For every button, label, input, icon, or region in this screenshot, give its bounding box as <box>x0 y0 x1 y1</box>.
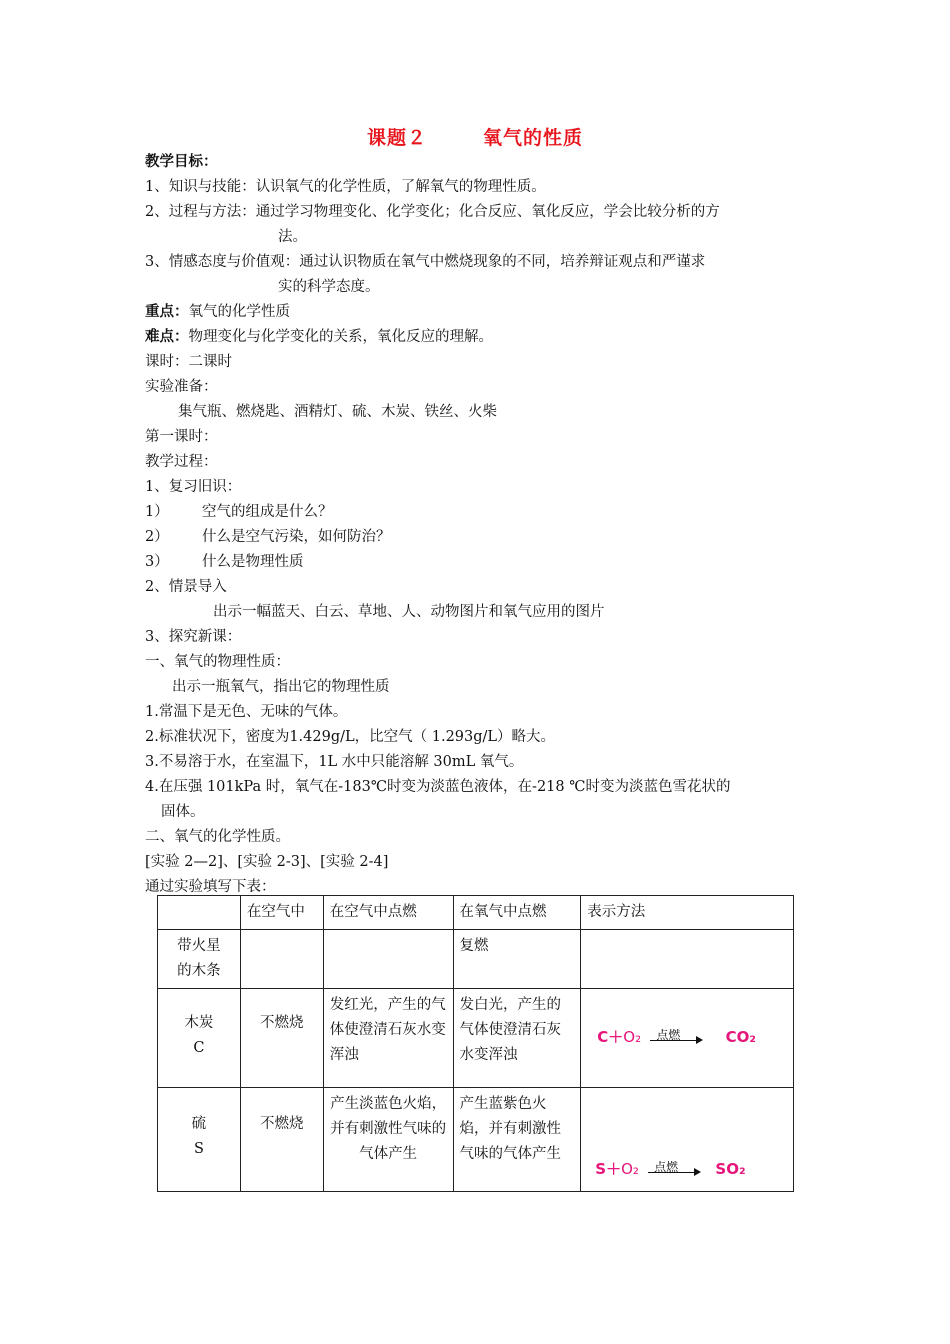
question-3-num: 3） <box>145 554 169 570</box>
table-row <box>158 989 794 1088</box>
experiments-ref: [实验 2—2]、[实验 2-3]、[实验 2-4] <box>145 854 389 870</box>
experiment-table <box>157 895 794 1192</box>
equation-product: CO₂ <box>725 1028 756 1047</box>
table-cell: 复燃 <box>453 930 581 989</box>
lesson-one: 第一课时： <box>145 429 218 445</box>
page-title <box>0 123 950 150</box>
table-header: 在空气中点燃 <box>323 896 453 930</box>
table-header-row <box>158 896 794 930</box>
objective-3: 3、情感态度与价值观：通过认识物质在氧气中燃烧现象的不同，培养辩证观点和严谨求 <box>145 254 706 270</box>
difficult-point-label: 难点： <box>145 328 189 345</box>
fill-table-instruction: 通过实验填写下表： <box>145 879 276 895</box>
intro-text: 出示一幅蓝天、白云、草地、人、动物图片和氧气应用的图片 <box>213 604 605 620</box>
physical-heading: 一、氧气的物理性质： <box>145 654 290 670</box>
reaction-arrow-icon <box>646 1025 706 1051</box>
row-label-line: 硫 <box>191 1116 207 1132</box>
table-row <box>158 930 794 989</box>
table-header: 在氧气中点燃 <box>453 896 581 930</box>
objective-3-cont: 实的科学态度。 <box>278 279 380 295</box>
property-3: 3.不易溶于水，在室温下，1L 水中只能溶解 30mL 氧气。 <box>145 754 524 770</box>
table-cell: 不燃烧 <box>240 1088 323 1192</box>
title-lesson: 课题２ <box>366 127 427 149</box>
table-row <box>158 1088 794 1192</box>
objective-1: 1、知识与技能：认识氧气的化学性质，了解氧气的物理性质。 <box>145 179 546 195</box>
table-header: 在空气中 <box>240 896 323 930</box>
table-cell: 产生淡蓝色火焰，并有刺激性气味的气体产生 <box>323 1088 453 1192</box>
equation-cell <box>581 1088 794 1192</box>
title-topic: 氧气的性质 <box>483 127 584 149</box>
equation-oxygen: O₂ <box>623 1028 642 1047</box>
intro-heading: 2、情景导入 <box>145 579 227 595</box>
table-header: 表示方法 <box>581 896 794 930</box>
experiment-prep: 实验准备： <box>145 379 218 395</box>
chemical-heading: 二、氧气的化学性质。 <box>145 829 290 845</box>
row-label <box>158 930 241 989</box>
row-label <box>158 989 241 1088</box>
property-2: 2.标准状况下，密度为1.429g/L，比空气（ 1.293g/L）略大。 <box>145 729 556 745</box>
objective-2-cont: 法。 <box>278 229 307 245</box>
row-label-line: 的木条 <box>177 963 221 979</box>
difficult-point <box>145 327 493 347</box>
table-cell: 不燃烧 <box>240 989 323 1088</box>
experiment-items: 集气瓶、燃烧匙、酒精灯、硫、木炭、铁丝、火柴 <box>178 404 497 420</box>
equation-sulfur <box>595 1160 745 1178</box>
equation-oxygen: O₂ <box>621 1160 639 1178</box>
objectives-heading: 教学目标： <box>145 153 218 170</box>
reaction-arrow-icon <box>644 1157 704 1183</box>
equation-reactant: S＋ <box>595 1160 622 1178</box>
table-cell: 发白光，产生的气体使澄清石灰水变浑浊 <box>453 989 581 1088</box>
reaction-condition: 点燃 <box>654 1159 679 1174</box>
question-3: 什么是物理性质 <box>202 554 304 570</box>
question-2-num: 2） <box>145 529 169 545</box>
question-1: 空气的组成是什么？ <box>202 504 333 520</box>
key-point <box>145 302 290 322</box>
question-1-num: 1） <box>145 504 169 520</box>
review-heading: 1、复习旧识： <box>145 479 242 495</box>
difficult-point-text: 物理变化与化学变化的关系，氧化反应的理解。 <box>188 329 493 345</box>
explore-heading: 3、探究新课： <box>145 629 242 645</box>
property-1: 1.常温下是无色、无味的气体。 <box>145 704 348 720</box>
class-hours: 课时：二课时 <box>145 354 232 370</box>
table-cell: 发红光，产生的气体使澄清石灰水变浑浊 <box>323 989 453 1088</box>
key-point-text: 氧气的化学性质 <box>188 304 290 320</box>
question-2: 什么是空气污染，如何防治？ <box>202 529 391 545</box>
row-label-line: 木炭 <box>184 1015 214 1031</box>
key-point-label: 重点： <box>145 303 189 320</box>
table-cell <box>323 930 453 989</box>
objective-2: 2、过程与方法：通过学习物理变化、化学变化；化合反应、氧化反应，学会比较分析的方 <box>145 204 720 220</box>
property-4-cont: 固体。 <box>161 804 205 820</box>
equation-cell <box>581 989 794 1088</box>
teaching-process: 教学过程： <box>145 454 218 470</box>
reaction-condition: 点燃 <box>656 1027 681 1042</box>
table-header <box>158 896 241 930</box>
physical-intro: 出示一瓶氧气，指出它的物理性质 <box>172 679 390 695</box>
equation-carbon <box>597 1028 756 1046</box>
table-cell <box>240 930 323 989</box>
row-label-line: S <box>193 1141 204 1157</box>
row-label-line: C <box>193 1040 205 1056</box>
table-cell: 产生蓝紫色火焰，并有刺激性气味的气体产生 <box>453 1088 581 1192</box>
property-4: 4.在压强 101kPa 时，氧气在-183℃时变为淡蓝色液体，在-218 ℃时变为淡蓝色雪花状的 <box>145 779 731 795</box>
equation-reactant: C＋ <box>597 1028 624 1047</box>
row-label <box>158 1088 241 1192</box>
equation-product: SO₂ <box>715 1160 746 1178</box>
row-label-line: 带火星 <box>177 938 221 954</box>
table-cell <box>581 930 794 989</box>
